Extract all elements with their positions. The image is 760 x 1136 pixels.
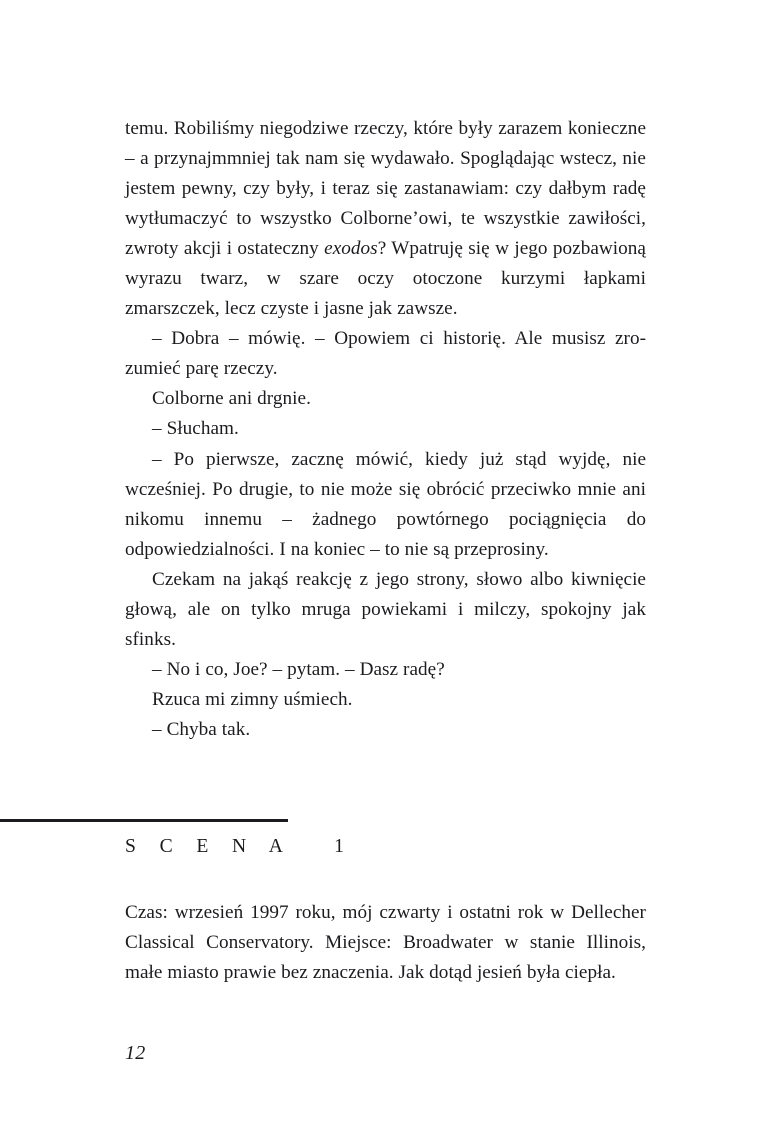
- paragraph: Colborne ani drgnie.: [152, 388, 311, 410]
- paragraph: – Po pierwsze, zacznę mówić, kiedy już stąd wyjdę, nie wcześniej. Po drugie, to nie może się obrócić przeciwko mnie ani nikomu innemu – żadnego powtórnego pociągnięcia do odpowiedzialności. I na koniec – to nie są przeprosiny.: [125, 448, 646, 560]
- body-text-column: [125, 114, 646, 745]
- paragraph: Czas: wrzesień 1997 roku, mój czwarty i ostatni rok w Dellecher Classical Conservatory. Miejsce: Broadwater w stanie Illinois, małe miasto prawie bez znaczenia. Jak dotąd jesień była ciepła.: [125, 902, 646, 984]
- horizontal-rule: [0, 819, 288, 822]
- paragraph: temu. Robiliśmy niegodziwe rzeczy, które były zarazem konieczne – a przynajmmniej tak nam się wydawało. Spoglądając wstecz, nie jestem pewny, czy były, i teraz się zastanawiam: czy dałbym radę wytłumaczyć to wszystko Colborne’owi, te wszystkie zawiłości, zwroty akcji i ostateczny exodos? Wpatruję się w jego pozbawioną wyrazu twarz, w szare oczy otoczone kurzymi łapkami zmarszczek, lecz czyste i jasne jak zawsze.: [125, 118, 646, 320]
- paragraph: – Chyba tak.: [152, 718, 251, 740]
- closing-text-column: [125, 898, 646, 988]
- paragraph: Czekam na jakąś reakcję z jego strony, słowo albo kiwnięcie głową, ale on tylko mruga powiekami i milczy, spokojny jak sfinks.: [125, 568, 646, 650]
- paragraph: Rzuca mi zimny uśmiech.: [152, 688, 353, 710]
- paragraph: – No i co, Joe? – pytam. – Dasz radę?: [152, 658, 445, 680]
- emphasis: exodos: [324, 238, 378, 260]
- page-number: 12: [125, 1042, 146, 1064]
- paragraph: – Dobra – mówię. – Opowiem ci historię. Ale musisz zrozumieć parę rzeczy.: [125, 328, 646, 380]
- paragraph: – Słucham.: [152, 418, 239, 440]
- scene-heading: S C E N A 1: [125, 836, 354, 857]
